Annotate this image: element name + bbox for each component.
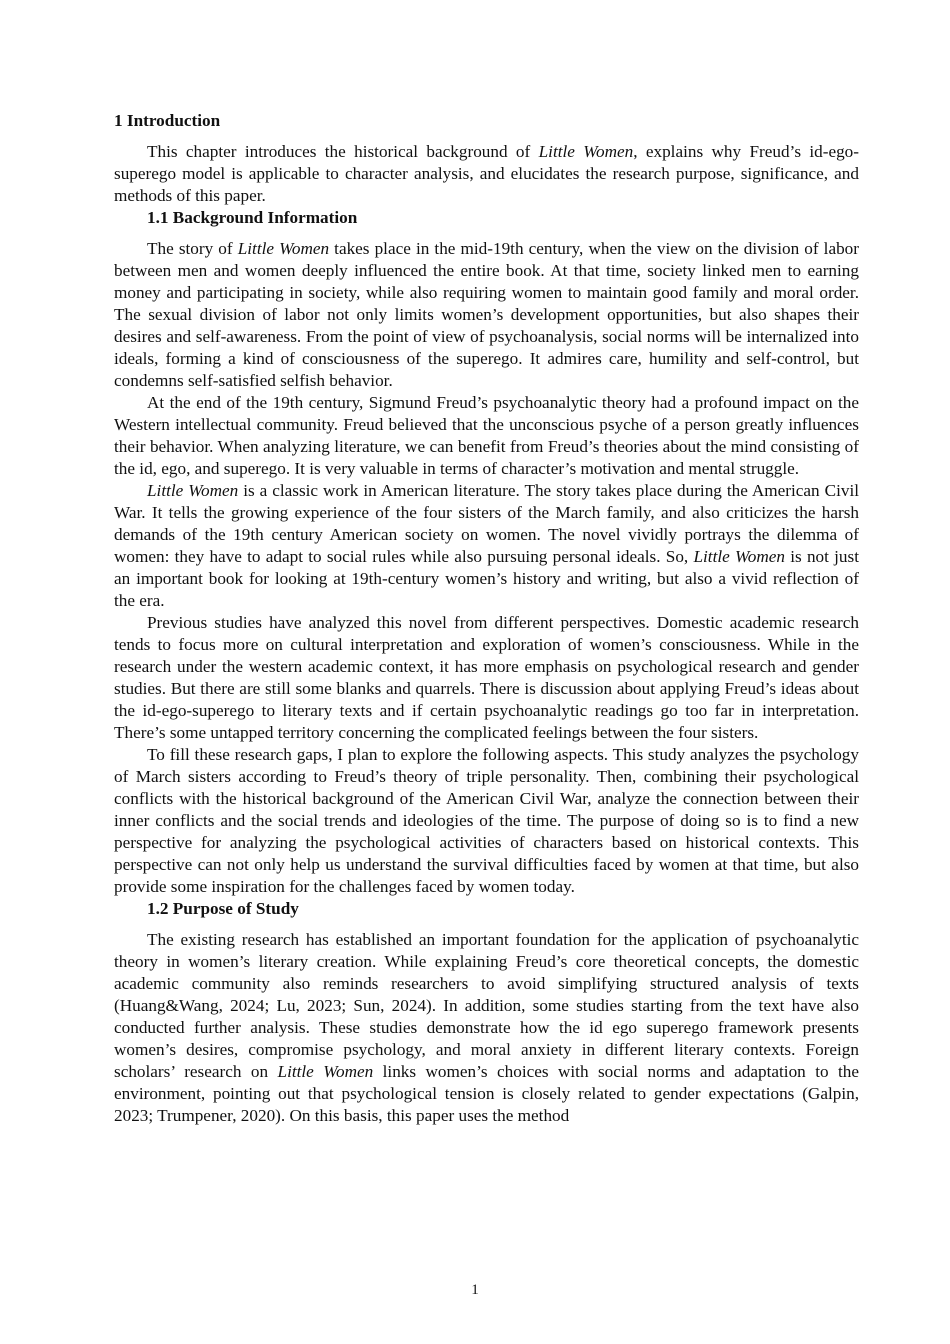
section-heading-purpose: 1.2 Purpose of Study [147, 899, 299, 918]
paragraph-text: is a classic work in American literature. The story takes place during the American Civil War. It tells the growing experience of the four sisters of the March family, and also criticizes the harsh demands of the 19th century American society on women. The novel vividly portrays the dilemma of women: they have to adapt to social rules while also pursuing personal ideals. So, [114, 481, 859, 566]
body-paragraph [114, 392, 859, 480]
paragraph-text: This chapter introduces the historical background of [147, 142, 539, 161]
intro-paragraph [114, 141, 859, 207]
book-title-text: Little Women [277, 1062, 374, 1081]
body-paragraph [114, 929, 859, 1127]
body-paragraph [114, 612, 859, 744]
body-paragraph [114, 238, 859, 392]
document-body [114, 110, 859, 1127]
paragraph-text: , explains why Freud’s id-ego-superego model is applicable to character analysis, and elucidates the research purpose, significance, and methods of this paper. [114, 142, 859, 205]
paragraph-text: takes place in the mid-19th century, when the view on the division of labor between men and women deeply influenced the entire book. At that time, society linked men to earning money and participating in society, while also requiring women to maintain good family and moral order. The sexual division of labor not only limits women’s development opportunities, but also shapes their desires and self-awareness. From the point of view of psychoanalysis, social norms will be internalized into ideals, forming a kind of consciousness of the superego. It admires care, humility and self-control, but condemns self-satisfied selfish behavior. [114, 239, 859, 390]
book-title-text: Little Women [538, 142, 634, 161]
book-title-text: Little Women [693, 547, 785, 566]
paragraph-text: To fill these research gaps, I plan to explore the following aspects. This study analyzes the psychology of March sisters according to Freud’s theory of triple personality. Then, combining their psychological conflicts with the historical background of the American Civil War, analyze the connection between their inner conflicts and the social trends and ideologies of the time. The purpose of doing so is to find a new perspective for analyzing the psychological activities of characters based on historical contexts. This perspective can not only help us understand the survival difficulties faced by women at that time, but also provide some inspiration for the challenges faced by women today. [114, 745, 859, 896]
page-number: 1 [471, 1282, 479, 1298]
section-heading-introduction: 1 Introduction [114, 111, 221, 130]
book-title-text: Little Women [147, 481, 239, 500]
paragraph-text: The story of [147, 239, 238, 258]
paragraph-text: At the end of the 19th century, Sigmund Freud’s psychoanalytic theory had a profound impact on the Western intellectual community. Freud believed that the unconscious psyche of a person greatly influences their behavior. When analyzing literature, we can benefit from Freud’s theories about the mind consisting of the id, ego, and superego. It is very valuable in terms of character’s motivation and mental struggle. [114, 393, 859, 478]
body-paragraph [114, 480, 859, 612]
paragraph-text: Previous studies have analyzed this novel from different perspectives. Domestic academic research tends to focus more on cultural interpretation and exploration of women’s consciousness. While in the research under the western academic context, it has more emphasis on psychological research and gender studies. But there are still some blanks and quarrels. There is discussion about applying Freud’s ideas about the id-ego-superego to literary texts and if certain psychoanalytic readings go too far in interpretation. There’s some untapped territory concerning the complicated feelings between the four sisters. [114, 613, 859, 742]
section-heading-background: 1.1 Background Information [147, 208, 358, 227]
paragraph-text: is not just an important book for looking at 19th-century women’s history and writing, but also a vivid reflection of the era. [114, 547, 859, 610]
paragraph-text: links women’s choices with social norms and adaptation to the environment, pointing out that psychological tension is closely related to gender expectations (Galpin, 2023; Trumpener, 2020). On this basis, this paper uses the method [114, 1062, 859, 1125]
paragraph-text: The existing research has established an important foundation for the application of psychoanalytic theory in women’s literary creation. While explaining Freud’s core theoretical concepts, the domestic academic community also reminds researchers to avoid simplifying structured analysis of texts (Huang&Wang, 2024; Lu, 2023; Sun, 2024). In addition, some studies starting from the text have also conducted further analysis. These studies demonstrate how the id ego superego framework presents women’s desires, compromise psychology, and moral anxiety in different literary contexts. Foreign scholars’ research on [114, 930, 859, 1081]
body-paragraph [114, 744, 859, 898]
book-title-text: Little Women [237, 239, 330, 258]
